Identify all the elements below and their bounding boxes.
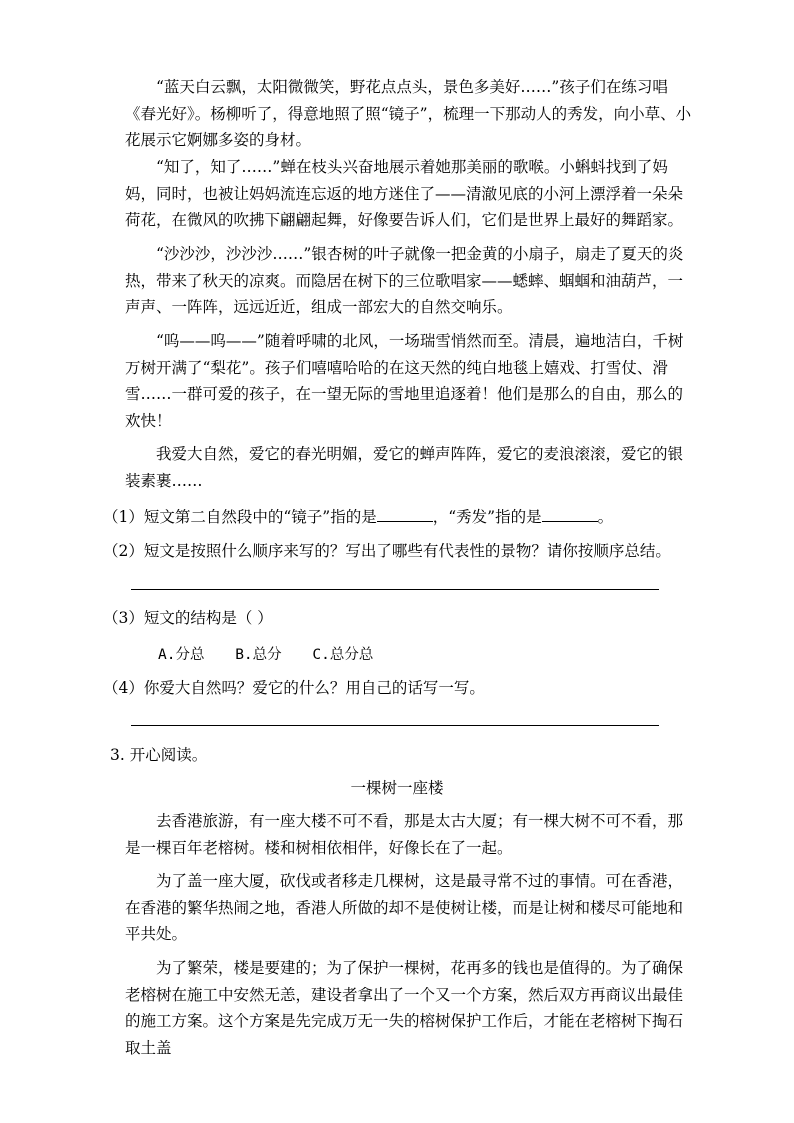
- question-3: （3）短文的结构是（ ）: [103, 609, 273, 627]
- question-1-text-a: （1）短文第二自然段中的“镜子”指的是: [103, 508, 377, 526]
- reading-title: 一棵树一座楼: [350, 779, 444, 797]
- reading-paragraph-3: 为了繁荣，楼是要建的；为了保护一棵树，花再多的钱也是值得的。为了确保老榕树在施工中安然无恙，建设者拿出了一个又一个方案，然后双方再商议出最佳的施工方案。这个方案是先完成万无一失的榕树保护工作后，才能在老榕树下掏石取土盖: [125, 959, 684, 1057]
- question-1-text-b: ，“秀发”指的是: [432, 508, 542, 526]
- option-b[interactable]: B.总分: [235, 647, 282, 663]
- section-3-heading: 3. 开心阅读。: [110, 746, 208, 764]
- reading-paragraph-2: 为了盖一座大厦，砍伐或者移走几棵树，这是最寻常不过的事情。可在香港，在香港的繁华热闹之地，香港人所做的却不是使树让楼，而是让树和楼尽可能地和平共处。: [125, 872, 684, 943]
- answer-blank-mirror[interactable]: [377, 507, 433, 522]
- answer-line-q2[interactable]: [131, 589, 659, 590]
- passage-paragraph-autumn: “沙沙沙，沙沙沙……”银杏树的叶子就像一把金黄的小扇子，扇走了夏天的炎热，带来了秋天的凉爽。而隐居在树下的三位歌唱家——蟋蟀、蝈蝈和油葫芦，一声声、一阵阵，远远近近，组成一部宏大的自然交响乐。: [125, 245, 684, 316]
- answer-line-q4[interactable]: [131, 725, 659, 726]
- question-3-options: [158, 643, 395, 664]
- answer-blank-hair[interactable]: [542, 507, 598, 522]
- reading-paragraph-1: 去香港旅游，有一座大楼不可不看，那是太古大厦；有一棵大树不可不看，那是一棵百年老榕树。楼和树相依相伴，好像长在了一起。: [125, 812, 684, 857]
- question-2: （2）短文是按照什么顺序来写的？写出了哪些有代表性的景物？请你按顺序总结。: [103, 542, 671, 560]
- passage-paragraph-conclusion: 我爱大自然，爱它的春光明媚，爱它的蝉声阵阵，爱它的麦浪滚滚，爱它的银装素裹……: [125, 445, 684, 490]
- question-4: （4）你爱大自然吗？爱它的什么？用自己的话写一写。: [103, 679, 485, 697]
- option-a[interactable]: A.分总: [158, 647, 205, 663]
- option-c[interactable]: C.总分总: [312, 647, 374, 663]
- passage-paragraph-spring: “蓝天白云飘，太阳微微笑，野花点点头，景色多美好……”孩子们在练习唱《春光好》。杨柳听了，得意地照了照“镜子”，梳理一下那动人的秀发，向小草、小花展示它婀娜多姿的身材。: [125, 78, 692, 149]
- passage-paragraph-winter: “呜——呜——”随着呼啸的北风，一场瑞雪悄然而至。清晨，遍地洁白，千树万树开满了“梨花”。孩子们嘻嘻哈哈的在这天然的纯白地毯上嬉戏、打雪仗、滑雪……一群可爱的孩子，在一望无际的雪地里追逐着！他们是那么的自由，那么的欢快！: [125, 332, 684, 430]
- question-1-text-c: 。: [597, 508, 614, 526]
- question-1: [103, 504, 703, 530]
- passage-paragraph-summer: “知了，知了……”蝉在枝头兴奋地展示着她那美丽的歌喉。小蝌蚪找到了妈妈，同时，也被让妈妈流连忘返的地方迷住了——清澈见底的小河上漂浮着一朵朵荷花，在微风的吹拂下翩翩起舞，好像要告诉人们，它们是世界上最好的舞蹈家。: [125, 158, 684, 229]
